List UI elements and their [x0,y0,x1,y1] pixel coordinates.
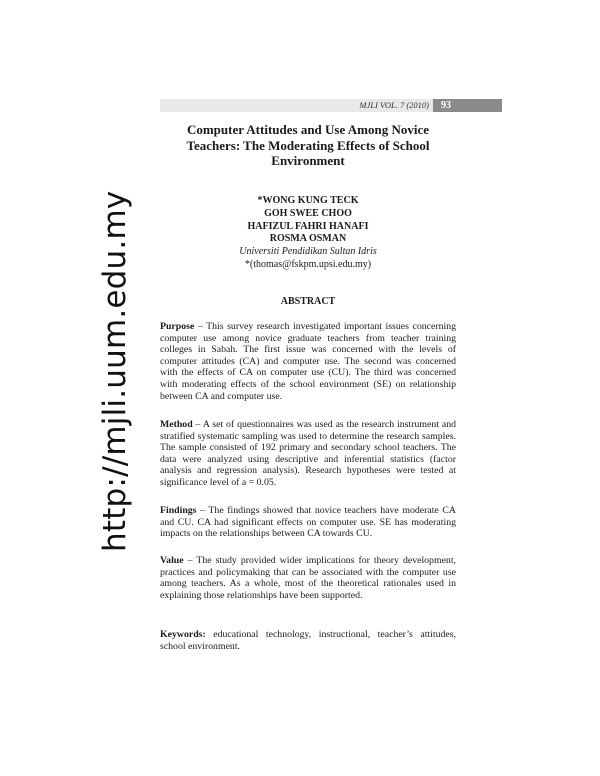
findings-paragraph [160,505,456,540]
contact-email: *(thomas@fskpm.upsi.edu.my) [244,258,372,270]
method-paragraph [160,419,456,489]
author-name: *WONG KUNG TECK [257,195,359,206]
purpose-label: Purpose [160,321,195,332]
keywords-text: educational technology, instructional, teacher’s attitudes, school environment. [160,629,456,652]
findings-text: – The findings showed that novice teachers have moderate CA and CU. CA had significant effects on computer use. SE has moderating impacts on the relationships between CA towards CU. [160,505,456,540]
keywords-label: Keywords: [160,629,206,640]
paper-title [160,122,456,169]
value-text: – The study provided wider implications for theory development, practices and policymaking that can be associated with the computer use among teachers. As a whole, most of the theoretical rationales used in explaining those relationships have been supported. [160,555,456,601]
title-line: Teachers: The Moderating Effects of School [186,137,430,153]
page-number: 93 [433,99,502,112]
author-name: ROSMA OSMAN [269,233,347,245]
purpose-text: – This survey research investigated important issues concerning computer use among novice graduate teachers from teacher training colleges in Sabah. The first issue was concerned with the levels of computer attitudes (CA) and computer use. The second was concerned with the effects of CA on computer use (CU). The third was concerned with moderating effects of the school environment (SE) on relationship between CA and computer use. [160,321,456,402]
keywords-paragraph [160,629,456,652]
findings-label: Findings [160,505,197,516]
method-text: – A set of questionnaires was used as the research instrument and stratified systematic sampling was used to determine the research samples. The sample consisted of 192 primary and secondary school teachers. The data were analyzed using descriptive and inferential statistics (factor analysis and regression analysis). Research hypotheses were tested at significance level of a = 0.05. [160,419,456,488]
author-name: GOH SWEE CHOO [264,207,352,219]
title-line: Environment [271,153,345,168]
purpose-paragraph [160,321,456,402]
url-watermark: http://mjli.uum.edu.my [97,190,133,552]
method-label: Method [160,419,193,430]
value-paragraph [160,555,456,601]
affiliation: Universiti Pendidikan Sultan Idris [239,246,377,258]
title-line: Computer Attitudes and Use Among Novice [186,122,430,137]
author-name: HAFIZUL FAHRI HANAFI [247,220,369,232]
journal-volume: MJLI VOL. 7 (2010) [359,100,429,110]
abstract-heading: ABSTRACT [280,296,336,307]
value-label: Value [160,555,184,566]
author-block [160,195,456,272]
